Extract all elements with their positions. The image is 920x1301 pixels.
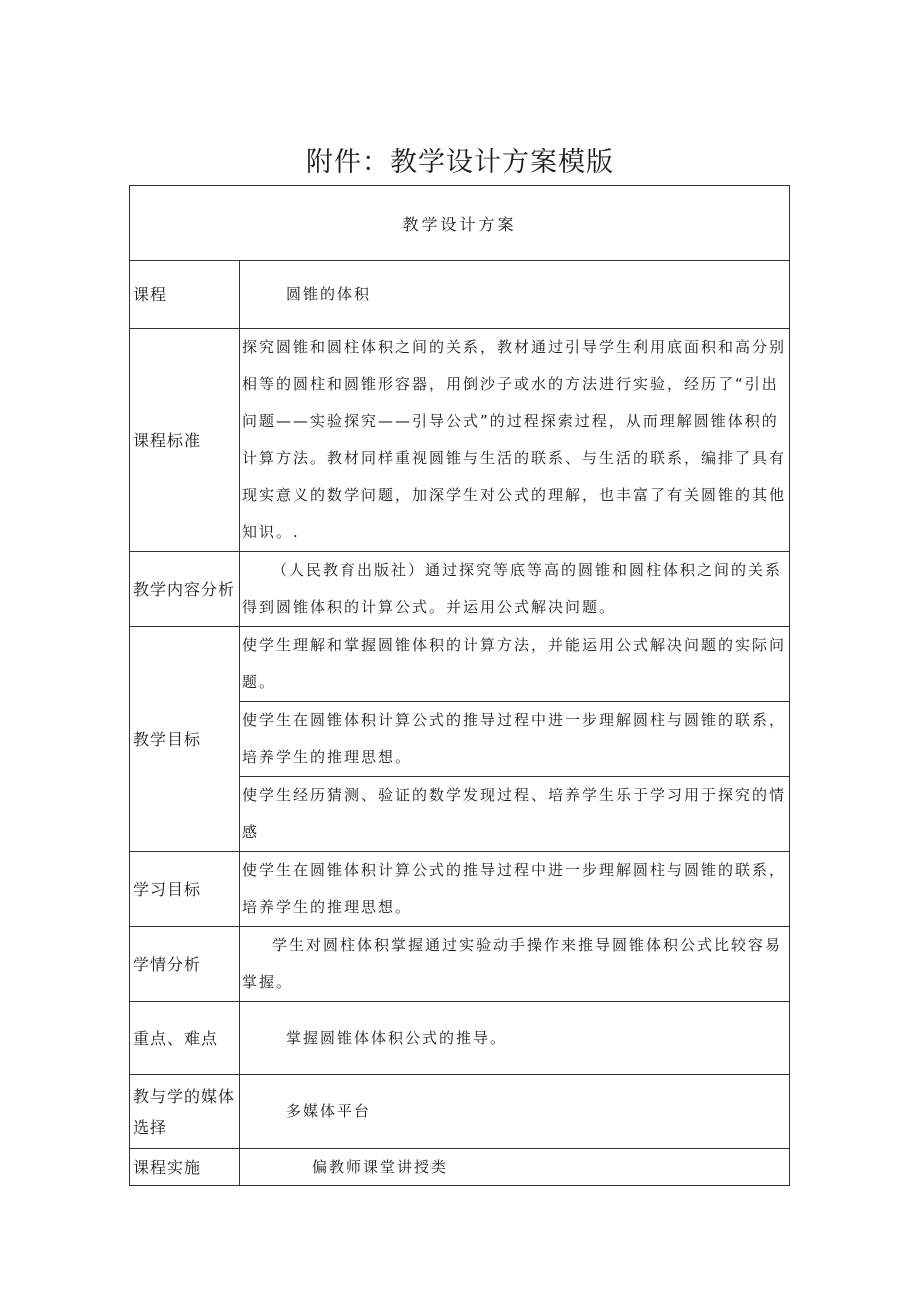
implementation-row <box>130 1149 790 1186</box>
implementation-label: 课程实施 <box>130 1149 240 1186</box>
learner-analysis-row <box>130 927 790 1002</box>
learner-analysis-label: 学情分析 <box>130 927 240 1002</box>
content-analysis-text: （人民教育出版社）通过探究等底等高的圆锥和圆柱体积之间的关系得到圆锥体积的计算公式。并运用公式解决问题。 <box>240 552 790 627</box>
teaching-goal-item: 使学生经历猜测、验证的数学发现过程、培养学生乐于学习用于探究的情感 <box>240 777 790 852</box>
media-label: 教与学的媒体选择 <box>130 1075 240 1149</box>
course-label: 课程 <box>130 261 240 329</box>
media-value: 多媒体平台 <box>240 1075 790 1149</box>
key-points-label: 重点、难点 <box>130 1002 240 1075</box>
header-row <box>130 186 790 261</box>
course-row <box>130 261 790 329</box>
course-value: 圆锥的体积 <box>240 261 790 329</box>
document-title: 附件：教学设计方案模版 <box>306 147 614 178</box>
media-row <box>130 1075 790 1149</box>
implementation-value: 偏教师课堂讲授类 <box>240 1149 790 1186</box>
content-analysis-label: 教学内容分析 <box>130 552 240 627</box>
teaching-goals-label: 教学目标 <box>130 627 240 852</box>
key-points-value: 掌握圆锥体体积公式的推导。 <box>240 1002 790 1075</box>
teaching-goal-item: 使学生在圆锥体积计算公式的推导过程中进一步理解圆柱与圆锥的联系，培养学生的推理思想。 <box>240 702 790 777</box>
key-points-row <box>130 1002 790 1075</box>
teaching-goal-row-1 <box>130 627 790 702</box>
learning-goals-label: 学习目标 <box>130 852 240 927</box>
content-analysis-row <box>130 552 790 627</box>
lesson-plan-table <box>129 185 790 1186</box>
learning-goals-row <box>130 852 790 927</box>
learner-analysis-text: 学生对圆柱体积掌握通过实验动手操作来推导圆锥体积公式比较容易掌握。 <box>240 927 790 1002</box>
standard-row <box>130 329 790 552</box>
standard-text: 探究圆锥和圆柱体积之间的关系，教材通过引导学生利用底面积和高分别相等的圆柱和圆锥形容器，用倒沙子或水的方法进行实验，经历了“引出问题——实验探究——引导公式”的过程探索过程，从而理解圆锥体积的计算方法。教材同样重视圆锥与生活的联系、与生活的联系，编排了具有现实意义的数学问题，加深学生对公式的理解，也丰富了有关圆锥的其他知识。. <box>240 329 790 552</box>
standard-label: 课程标准 <box>130 329 240 552</box>
table-header: 教学设计方案 <box>130 186 790 261</box>
learning-goals-text: 使学生在圆锥体积计算公式的推导过程中进一步理解圆柱与圆锥的联系，培养学生的推理思想。 <box>240 852 790 927</box>
teaching-goal-item: 使学生理解和掌握圆锥体积的计算方法，并能运用公式解决问题的实际问题。 <box>240 627 790 702</box>
